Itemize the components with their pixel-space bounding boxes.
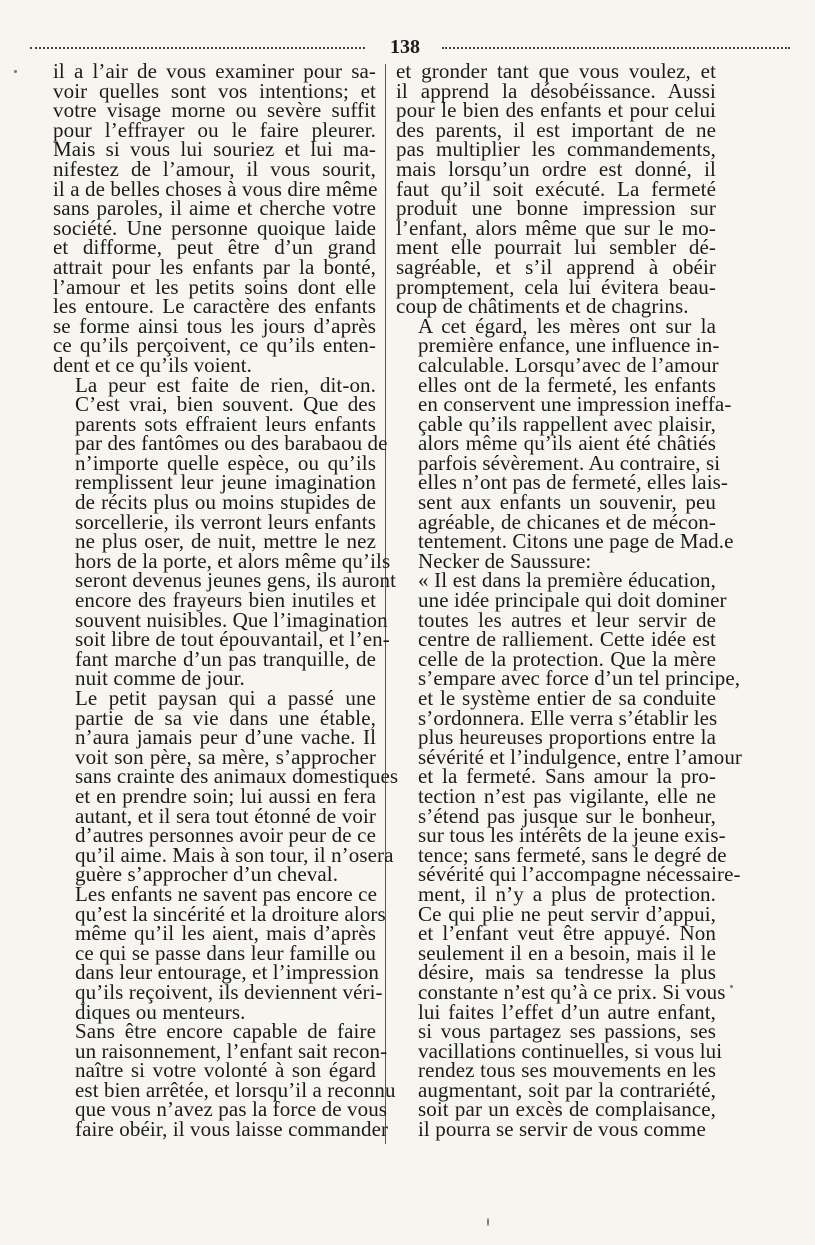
text-line: s’empare avec force d’un tel principe, [418,666,741,691]
right-column [396,59,743,1142]
text-line: parents sots effraient leurs enfants [75,411,376,436]
text-line: par des fantômes ou des barabaou de [75,431,388,456]
text-line: soit libre de tout épouvantail, et l’en- [75,627,390,652]
paragraph [396,568,743,1142]
paragraph [53,59,378,377]
text-line: souvent nuisibles. Que l’imagination [75,607,388,632]
text-line: l’enfant, alors même que sur le mo- [396,215,716,240]
text-line: sans paroles, il aime et cherche votre [53,196,376,221]
text-line: d’autres personnes avoir peur de ce [75,823,376,848]
text-line: sent aux enfants un souvenir, peu [418,490,716,515]
text-line: seulement il en a besoin, mais il le [418,940,716,965]
paragraph [53,881,386,1024]
text-line: tentement. Citons une page de Mad.e [418,529,734,554]
text-line: qu’est la sincérité et la droiture alors [75,901,386,926]
text-line: lui faites l’effet d’un autre enfant, [418,999,716,1024]
text-line: sévérité et l’indulgence, entre l’amour [418,744,743,769]
text-line: sans crainte des animaux domestiques [75,764,399,789]
text-line: nuit comme de jour. [75,666,245,691]
text-line: naître si votre volonté à son égard [75,1058,376,1083]
text-line: Le petit paysan qui a passé une [75,686,376,710]
text-line: parfois sévèrement. Au contraire, si [418,450,721,475]
header-rule-right [442,47,790,49]
text-line: voir quelles sont vos intentions; et [53,78,376,103]
text-line: ne plus oser, de nuit, mettre le nez [75,529,376,554]
paragraph [53,686,399,887]
text-line: si vous partagez ses passions, ses [418,1019,716,1044]
text-line: constante n’est qu’à ce prix. Si vous [418,979,726,1004]
text-line: tence; sans fermeté, sans le degré de [418,842,727,867]
text-line: qu’ils reçoivent, ils deviennent véri- [75,979,383,1004]
text-line: de récits plus ou moins stupides de [75,490,376,515]
text-line: l’amour et les petits soins dont elle [53,274,376,299]
text-line: qu’il aime. Mais à son tour, il n’osera [75,842,394,867]
text-line: soit par un excès de complaisance, [418,1097,716,1122]
text-line: dans leur entourage, et l’impression [75,960,379,985]
paragraph [396,59,716,319]
text-line: n’importe quelle espèce, ou qu’ils [75,450,376,475]
text-line: est bien arrêtée, et lorsqu’il a reconnu [75,1077,396,1102]
text-line: faire obéir, il vous laisse commander [75,1117,389,1142]
text-line: partie de sa vie dans une étable, [75,705,376,730]
text-line: il a l’air de vous examiner pour sa- [53,59,376,83]
text-line: et la fermeté. Sans amour la pro- [418,764,716,789]
text-line: ment elle pourrait lui sembler dé- [396,235,716,260]
text-line: voit son père, sa mère, s’approcher [75,744,376,769]
text-line: il pourra se servir de vous comme [418,1117,706,1142]
paper-speck [14,70,17,73]
text-line: rendez tous ses mouvements en les [418,1058,716,1083]
text-line: produit une bonne impression sur [396,196,716,221]
text-line: Sans être encore capable de faire [75,1019,376,1044]
text-line: Mais si vous lui souriez et lui ma- [53,137,376,162]
text-line: mais lorsqu’un ordre est donné, il [396,156,716,181]
text-line: désire, mais sa tendresse la plus [418,960,716,985]
text-line: çable qu’ils rappellent avec plaisir, [418,411,716,436]
text-line: fant marche d’un pas tranquille, de [75,646,376,671]
text-line: et le système entier de sa conduite [418,686,716,710]
text-line: autant, et il sera tout étonné de voir [75,803,376,828]
text-line: remplissent leur jeune imagination [75,470,376,495]
page-number: 138 [390,36,420,58]
text-line: toutes les autres et leur servir de [418,607,716,632]
text-line: en conservent une impression ineffa- [418,392,732,417]
text-line: A cet égard, les mères ont sur la [418,313,716,338]
text-line: ce qu’ils perçoivent, ce qu’ils enten- [53,333,376,358]
text-line: agréable, de chicanes et de mécon- [418,509,716,534]
text-line: dent et ce qu’ils voient. [53,352,253,377]
paper-speck [730,985,733,988]
text-line: elles ont de la fermeté, les enfants [418,372,716,397]
text-line: il apprend la désobéissance. Aussi [396,78,716,103]
text-line: plus heureuses proportions entre la [418,725,716,750]
text-line: C’est vrai, bien souvent. Que des [75,392,376,417]
text-line: ce qui se passe dans leur famille ou [75,940,376,965]
text-line: première enfance, une influence in- [418,333,720,358]
paragraph [53,372,397,691]
paper-speck [487,1218,489,1226]
page-header [30,38,790,58]
text-line: ment, il n’y a plus de protection. [418,881,716,906]
text-line: Les enfants ne savent pas encore ce [75,881,378,906]
text-line: sorcellerie, ils verront leurs enfants [75,509,376,534]
text-line: se forme ainsi tous les jours d’après [53,313,376,338]
text-line: Ce qui plie ne peut servir d’appui, [418,901,716,926]
text-line: seront devenus jeunes gens, ils auront [75,568,397,593]
paragraph [53,1019,396,1142]
text-line: sévérité qui l’accompagne nécessaire- [418,862,741,887]
text-line: s’ordonnera. Elle verra s’établir les [418,705,718,730]
text-line: des parents, il est important de ne [396,117,716,142]
text-line: vacillations continuelles, si vous lui [418,1038,723,1063]
text-line: et difforme, peut être d’un grand [53,235,376,260]
text-line: pour l’effrayer ou le faire pleurer. [53,117,376,142]
text-line: elles n’ont pas de fermeté, elles lais- [418,470,729,495]
text-line: centre de ralliement. Cette idée est [418,627,716,652]
text-line: calculable. Lorsqu’avec de l’amour [418,352,719,377]
text-line: augmentant, soit par la contrariété, [418,1077,716,1102]
text-line: il a de belles choses à vous dire même [53,176,378,201]
column-divider [385,64,386,1144]
text-line: encore des frayeurs bien inutiles et [75,588,376,613]
text-line: n’aura jamais peur d’une vache. Il [75,725,376,750]
text-line: hors de la porte, et alors même qu’ils [75,548,391,573]
text-line: alors même qu’ils aient été châtiés [418,431,716,456]
text-line: promptement, cela lui évitera beau- [396,274,716,299]
text-line: attrait pour les enfants par la bonté, [53,254,376,279]
text-line: pour le bien des enfants et pour celui [396,98,716,123]
text-line: guère s’approcher d’un cheval. [75,862,339,887]
text-line: votre visage morne ou sevère suffit [53,98,376,123]
text-line: et l’enfant veut être appuyé. Non [418,921,716,946]
text-line: Necker de Saussure: [418,548,592,573]
text-line: même qu’il les aient, mais d’après [75,921,376,946]
text-line: que vous n’avez pas la force de vous [75,1097,388,1122]
text-line: sur tous les intérêts de la jeune exis- [418,823,726,848]
text-line: et gronder tant que vous voulez, et [396,59,716,83]
text-line: et en prendre soin; lui aussi en fera [75,783,376,808]
header-rule-left [30,47,365,49]
text-line: celle de la protection. Que la mère [418,646,716,671]
text-line: s’étend pas jusque sur le bonheur, [418,803,716,828]
text-line: sagréable, et s’il apprend à obéir [396,254,716,279]
text-line: tection n’est pas vigilante, elle ne [418,783,716,808]
text-line: pas multiplier les commandements, [396,137,716,162]
text-line: faut qu’il soit exécuté. La fermeté [396,176,716,201]
left-column [53,59,399,1142]
text-line: société. Une personne quoique laide [53,215,376,240]
text-line: un raisonnement, l’enfant sait recon- [75,1038,388,1063]
text-line: les entoure. Le caractère des enfants [53,294,376,319]
paragraph [396,313,734,573]
text-line: coup de châtiments et de chagrins. [396,294,689,319]
text-line: une idée principale qui doit dominer [418,588,727,613]
text-line: nifestez de l’amour, il vous sourit, [53,156,376,181]
text-line: « Il est dans la première éducation, [418,568,716,593]
text-line: diques ou menteurs. [75,999,246,1024]
text-line: La peur est faite de rien, dit-on. [75,372,376,397]
